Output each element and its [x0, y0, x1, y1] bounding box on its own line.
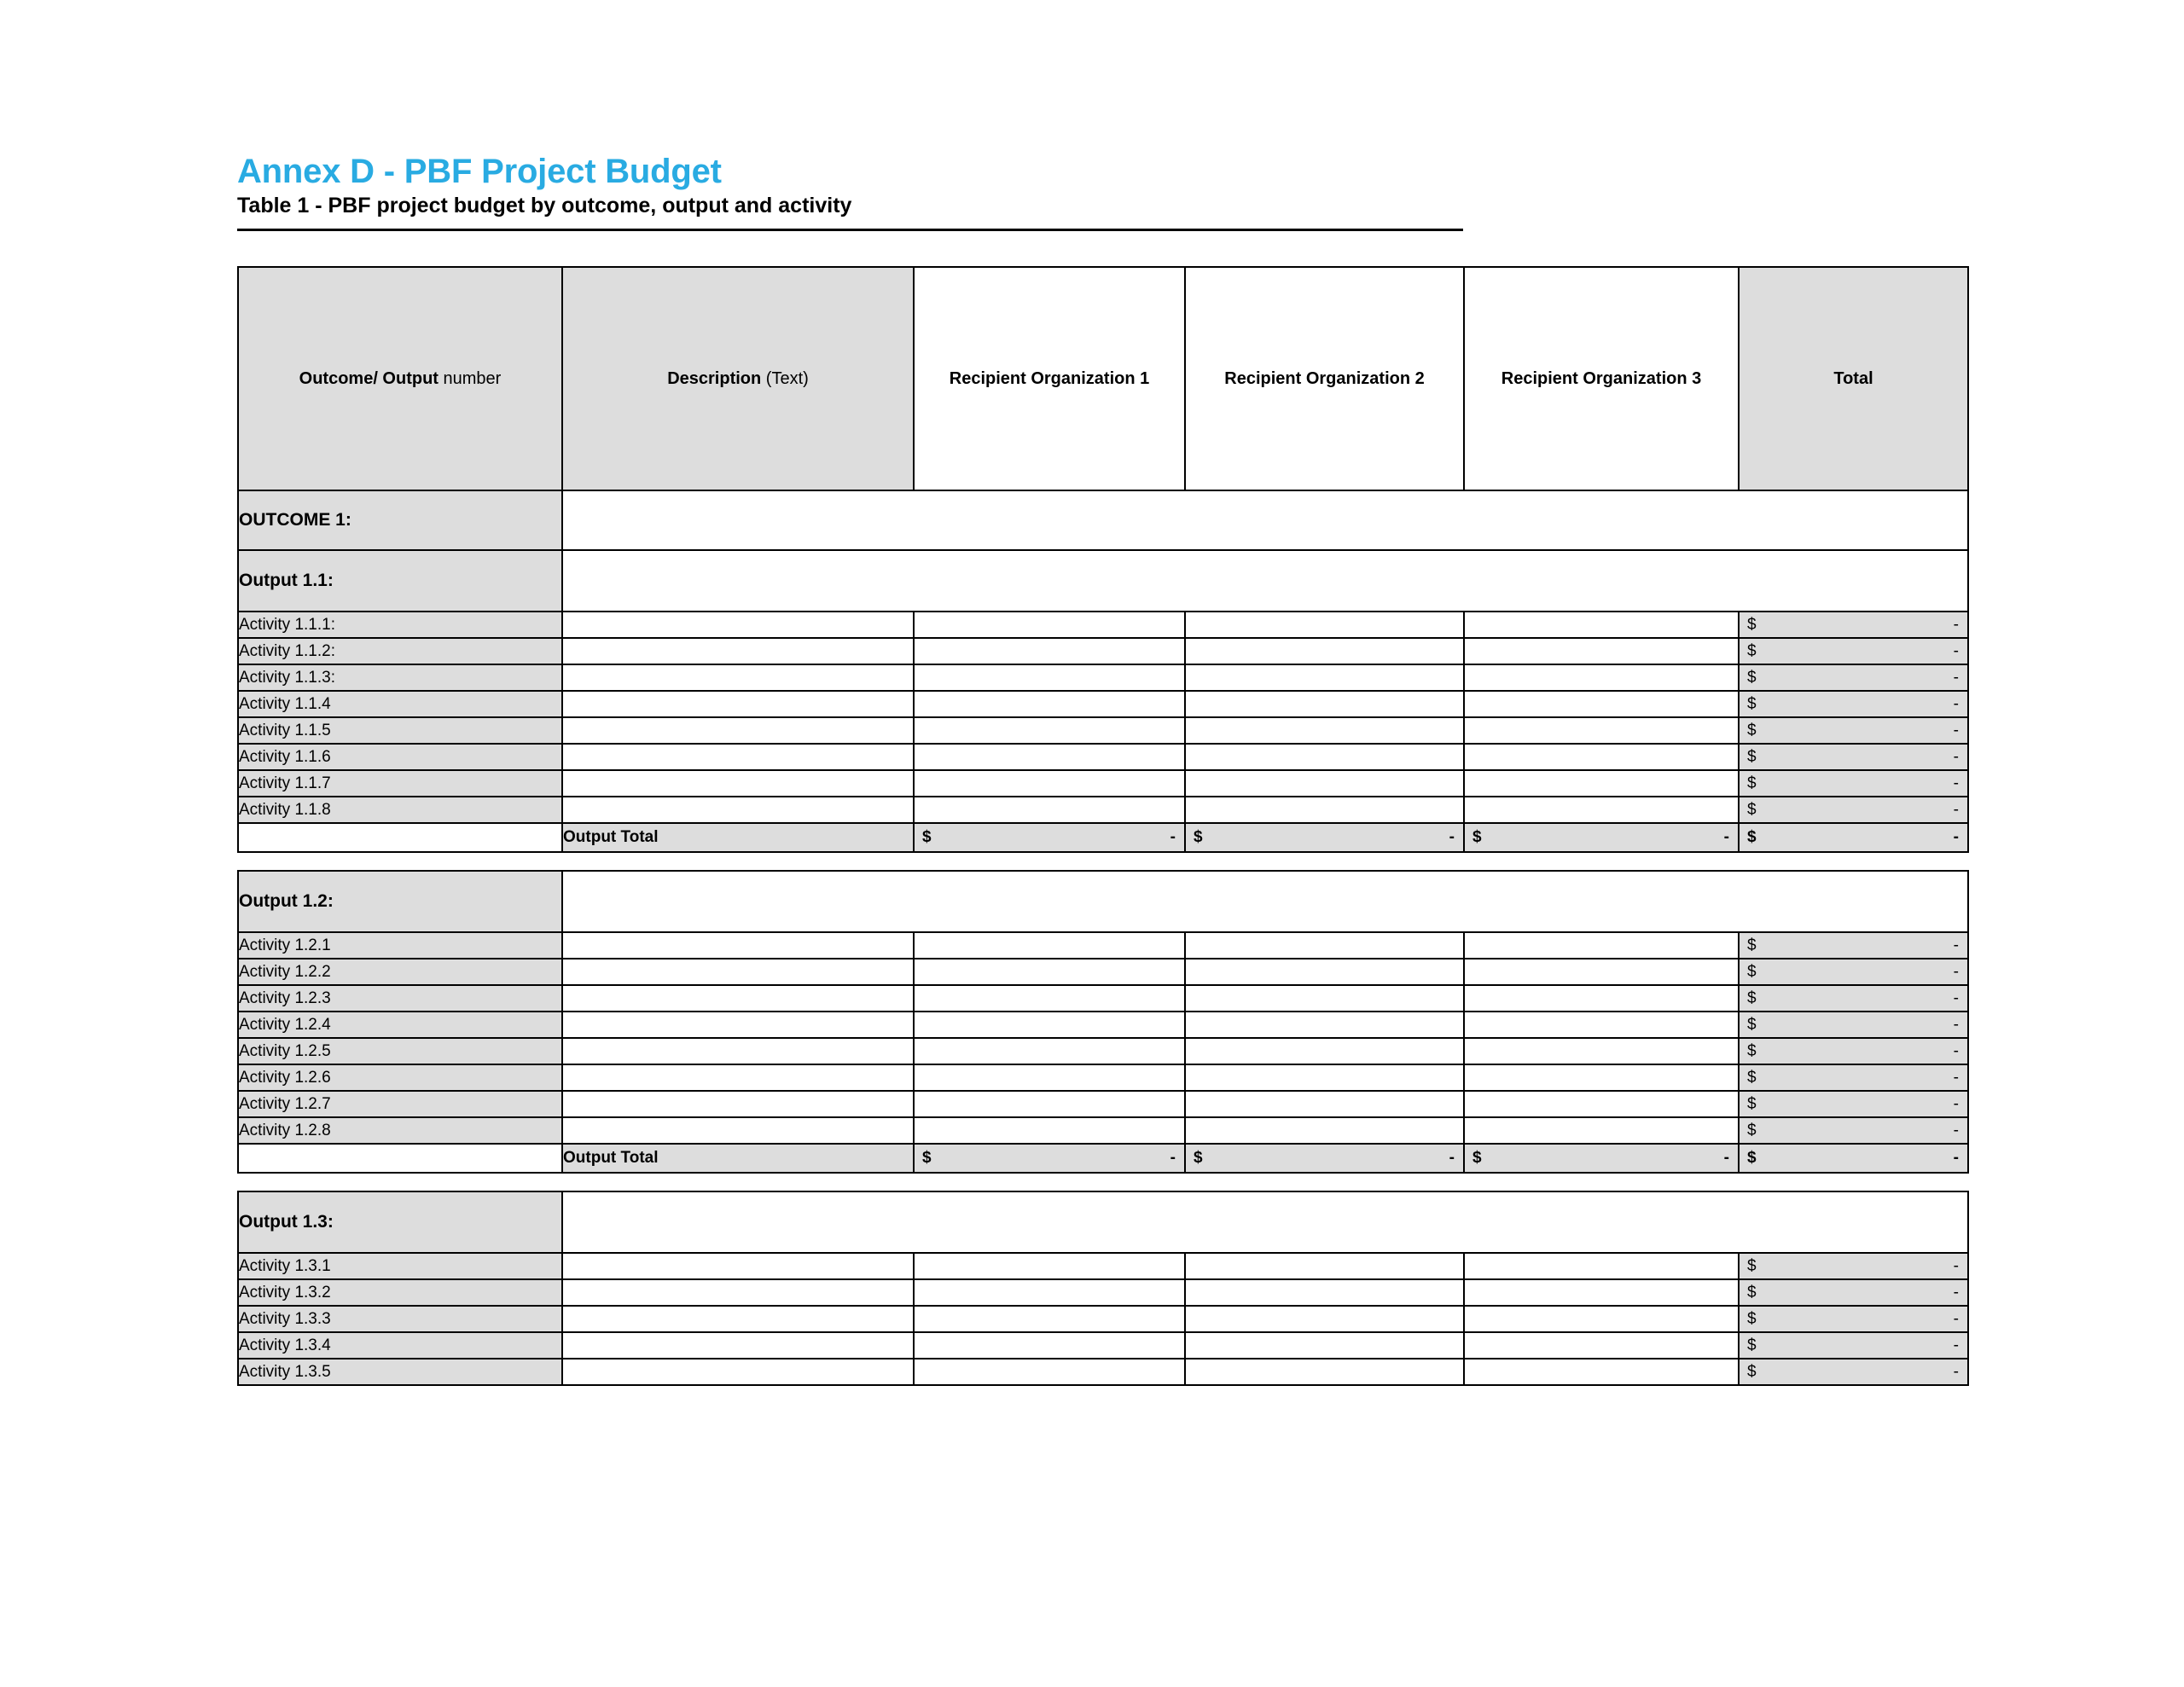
activity-label[interactable]: Activity 1.1.7: [238, 770, 562, 797]
activity-label[interactable]: Activity 1.3.1: [238, 1253, 562, 1279]
currency-symbol: $: [1472, 1149, 1482, 1167]
column-header-label: Recipient Organization 2: [1224, 368, 1425, 388]
total-amount-cell-activity[interactable]: [1739, 1038, 1968, 1064]
column-header-label: Description: [667, 368, 762, 388]
activity-description-cell[interactable]: [562, 612, 914, 638]
output-row: [238, 550, 1968, 612]
activity-ro2-cell[interactable]: [1185, 1253, 1464, 1279]
activity-description-cell[interactable]: [562, 664, 914, 691]
output-label[interactable]: Output 1.2:: [238, 871, 562, 932]
output-empty-cell[interactable]: [562, 1191, 1968, 1253]
activity-ro2-cell[interactable]: [1185, 691, 1464, 717]
activity-description-cell[interactable]: [562, 638, 914, 664]
activity-row: [238, 691, 1968, 717]
activity-label[interactable]: Activity 1.2.7: [238, 1091, 562, 1117]
activity-ro1-cell[interactable]: [914, 1117, 1185, 1144]
total-amount-cell-activity[interactable]: [1739, 1012, 1968, 1038]
output-total-row: [238, 1144, 1968, 1173]
currency-symbol: $: [1747, 1256, 1757, 1275]
output-row: [238, 1191, 1968, 1253]
amount-value: -: [1170, 828, 1176, 846]
amount-value: -: [1953, 641, 1959, 660]
total-amount-cell-activity[interactable]: [1739, 612, 1968, 638]
activity-ro3-cell[interactable]: [1464, 717, 1739, 744]
activity-label[interactable]: Activity 1.2.4: [238, 1012, 562, 1038]
total-amount-cell-activity[interactable]: [1739, 664, 1968, 691]
activity-ro1-cell[interactable]: [914, 959, 1185, 985]
activity-description-cell[interactable]: [562, 985, 914, 1012]
activity-row: [238, 797, 1968, 823]
activity-ro3-cell[interactable]: [1464, 612, 1739, 638]
activity-label[interactable]: Activity 1.3.2: [238, 1279, 562, 1306]
amount-value: -: [1953, 747, 1959, 766]
currency-symbol: $: [1747, 828, 1757, 846]
activity-ro2-cell[interactable]: [1185, 985, 1464, 1012]
activity-description-cell[interactable]: [562, 1306, 914, 1332]
amount-value: -: [1953, 1362, 1959, 1381]
activity-label[interactable]: Activity 1.1.1:: [238, 612, 562, 638]
activity-ro3-cell[interactable]: [1464, 1306, 1739, 1332]
currency-symbol: $: [1747, 1149, 1757, 1167]
total-amount-cell-activity[interactable]: [1739, 985, 1968, 1012]
currency-symbol: $: [1747, 668, 1757, 687]
total-amount-cell-activity[interactable]: [1739, 797, 1968, 823]
column-header-total: [1739, 267, 1968, 490]
activity-description-cell[interactable]: [562, 1117, 914, 1144]
activity-ro1-cell[interactable]: [914, 1279, 1185, 1306]
currency-symbol: $: [1747, 774, 1757, 792]
activity-ro1-cell[interactable]: [914, 985, 1185, 1012]
output-total-label: Output Total: [562, 1144, 914, 1173]
document-header: [237, 154, 1466, 231]
activity-ro3-cell[interactable]: [1464, 770, 1739, 797]
activity-row: [238, 612, 1968, 638]
activity-ro1-cell[interactable]: [914, 770, 1185, 797]
total-amount-cell-activity[interactable]: [1739, 717, 1968, 744]
activity-label[interactable]: Activity 1.1.4: [238, 691, 562, 717]
activity-ro3-cell[interactable]: [1464, 959, 1739, 985]
total-amount-cell-activity[interactable]: [1739, 1064, 1968, 1091]
amount-value: -: [1953, 828, 1959, 846]
currency-symbol: $: [922, 828, 932, 846]
output-total-blank-cell[interactable]: [238, 823, 562, 852]
section-spacer: [238, 852, 1968, 871]
total-amount-cell-activity[interactable]: [1739, 770, 1968, 797]
activity-description-cell[interactable]: [562, 717, 914, 744]
activity-ro1-cell[interactable]: [914, 1064, 1185, 1091]
currency-symbol: $: [1747, 1309, 1757, 1328]
amount-value: -: [1953, 1149, 1959, 1167]
currency-symbol: $: [1194, 1149, 1203, 1167]
amount-value: -: [1953, 1256, 1959, 1275]
total-amount-cell-activity[interactable]: [1739, 1306, 1968, 1332]
activity-ro3-cell[interactable]: [1464, 1359, 1739, 1385]
activity-ro2-cell[interactable]: [1185, 1359, 1464, 1385]
total-amount-cell-output-total-total[interactable]: [1739, 1144, 1968, 1173]
currency-symbol: $: [1747, 1121, 1757, 1139]
amount-value: -: [1953, 615, 1959, 634]
activity-label[interactable]: Activity 1.2.1: [238, 932, 562, 959]
activity-description-cell[interactable]: [562, 1012, 914, 1038]
activity-label[interactable]: Activity 1.1.6: [238, 744, 562, 770]
activity-ro1-cell[interactable]: [914, 744, 1185, 770]
activity-label[interactable]: Activity 1.1.8: [238, 797, 562, 823]
column-header-recipient-organization-3: [1464, 267, 1739, 490]
activity-row: [238, 932, 1968, 959]
activity-ro2-cell[interactable]: [1185, 1332, 1464, 1359]
currency-symbol: $: [1747, 747, 1757, 766]
column-header-label: Recipient Organization 1: [949, 368, 1150, 388]
currency-symbol: $: [1747, 641, 1757, 660]
total-amount-cell-activity[interactable]: [1739, 1359, 1968, 1385]
activity-description-cell[interactable]: [562, 744, 914, 770]
activity-ro1-cell[interactable]: [914, 1253, 1185, 1279]
activity-description-cell[interactable]: [562, 1332, 914, 1359]
activity-ro3-cell[interactable]: [1464, 1038, 1739, 1064]
currency-symbol: $: [1747, 1362, 1757, 1381]
output-empty-cell[interactable]: [562, 871, 1968, 932]
activity-ro1-cell[interactable]: [914, 717, 1185, 744]
currency-symbol: $: [1747, 694, 1757, 713]
activity-label[interactable]: Activity 1.1.3:: [238, 664, 562, 691]
activity-label[interactable]: Activity 1.2.3: [238, 985, 562, 1012]
activity-ro1-cell[interactable]: [914, 1359, 1185, 1385]
table-caption: Table 1 - PBF project budget by outcome, output and activity: [237, 194, 852, 218]
activity-ro3-cell[interactable]: [1464, 664, 1739, 691]
currency-symbol: $: [1747, 721, 1757, 739]
activity-description-cell[interactable]: [562, 770, 914, 797]
total-amount-cell-activity[interactable]: [1739, 691, 1968, 717]
column-header-description-text: [562, 267, 914, 490]
table-header-row: [238, 267, 1968, 490]
total-amount-cell-activity[interactable]: [1739, 1253, 1968, 1279]
amount-value: -: [1953, 800, 1959, 819]
total-amount-cell-output-total-ro1[interactable]: [914, 1144, 1185, 1173]
amount-value: -: [1953, 1094, 1959, 1113]
activity-ro2-cell[interactable]: [1185, 1117, 1464, 1144]
activity-description-cell[interactable]: [562, 797, 914, 823]
activity-row: [238, 1064, 1968, 1091]
amount-value: -: [1723, 1149, 1729, 1167]
currency-symbol: $: [1472, 828, 1482, 846]
currency-symbol: $: [1747, 1068, 1757, 1087]
activity-ro1-cell[interactable]: [914, 932, 1185, 959]
total-amount-cell-output-total-ro1[interactable]: [914, 823, 1185, 852]
activity-ro3-cell[interactable]: [1464, 797, 1739, 823]
amount-value: -: [1953, 962, 1959, 981]
column-header-sublabel: number: [438, 368, 502, 388]
activity-ro1-cell[interactable]: [914, 691, 1185, 717]
section-spacer-row: [238, 852, 1968, 871]
output-label[interactable]: Output 1.1:: [238, 550, 562, 612]
activity-description-cell[interactable]: [562, 1279, 914, 1306]
activity-row: [238, 717, 1968, 744]
amount-value: -: [1953, 668, 1959, 687]
output-total-blank-cell[interactable]: [238, 1144, 562, 1173]
activity-row: [238, 1306, 1968, 1332]
amount-value: -: [1449, 828, 1455, 846]
header-divider: [237, 229, 1463, 231]
activity-description-cell[interactable]: [562, 691, 914, 717]
activity-description-cell[interactable]: [562, 1091, 914, 1117]
activity-description-cell[interactable]: [562, 1038, 914, 1064]
activity-ro3-cell[interactable]: [1464, 638, 1739, 664]
activity-description-cell[interactable]: [562, 1064, 914, 1091]
total-amount-cell-output-total-total[interactable]: [1739, 823, 1968, 852]
activity-ro3-cell[interactable]: [1464, 1117, 1739, 1144]
activity-ro2-cell[interactable]: [1185, 1279, 1464, 1306]
activity-description-cell[interactable]: [562, 932, 914, 959]
activity-row: [238, 1091, 1968, 1117]
column-header-label: Recipient Organization 3: [1501, 368, 1702, 388]
amount-value: -: [1953, 774, 1959, 792]
activity-ro2-cell[interactable]: [1185, 1038, 1464, 1064]
currency-symbol: $: [1747, 1015, 1757, 1034]
activity-label[interactable]: Activity 1.3.4: [238, 1332, 562, 1359]
amount-value: -: [1953, 1309, 1959, 1328]
activity-ro1-cell[interactable]: [914, 1332, 1185, 1359]
activity-row: [238, 959, 1968, 985]
total-amount-cell-activity[interactable]: [1739, 1279, 1968, 1306]
activity-ro2-cell[interactable]: [1185, 717, 1464, 744]
section-spacer: [238, 1173, 1968, 1191]
activity-ro3-cell[interactable]: [1464, 985, 1739, 1012]
amount-value: -: [1449, 1149, 1455, 1167]
total-amount-cell-activity[interactable]: [1739, 744, 1968, 770]
activity-label[interactable]: Activity 1.2.2: [238, 959, 562, 985]
column-header-recipient-organization-2: [1185, 267, 1464, 490]
output-label[interactable]: Output 1.3:: [238, 1191, 562, 1253]
activity-ro1-cell[interactable]: [914, 664, 1185, 691]
activity-ro3-cell[interactable]: [1464, 1064, 1739, 1091]
output-total-label: Output Total: [562, 823, 914, 852]
outcome-empty-cell[interactable]: [562, 490, 1968, 550]
total-amount-cell-activity[interactable]: [1739, 638, 1968, 664]
amount-value: -: [1953, 1336, 1959, 1354]
currency-symbol: $: [1747, 936, 1757, 954]
activity-ro2-cell[interactable]: [1185, 1306, 1464, 1332]
currency-symbol: $: [1194, 828, 1203, 846]
activity-ro2-cell[interactable]: [1185, 664, 1464, 691]
amount-value: -: [1953, 1041, 1959, 1060]
activity-ro2-cell[interactable]: [1185, 744, 1464, 770]
activity-row: [238, 664, 1968, 691]
total-amount-cell-activity[interactable]: [1739, 1332, 1968, 1359]
pbf-budget-table: [237, 266, 1969, 1386]
activity-label[interactable]: Activity 1.2.6: [238, 1064, 562, 1091]
activity-row: [238, 1012, 1968, 1038]
total-amount-cell-output-total-ro3[interactable]: [1464, 823, 1739, 852]
activity-ro2-cell[interactable]: [1185, 797, 1464, 823]
amount-value: -: [1953, 1283, 1959, 1301]
activity-ro3-cell[interactable]: [1464, 1279, 1739, 1306]
column-header-outcome-output-number: [238, 267, 562, 490]
activity-row: [238, 770, 1968, 797]
amount-value: -: [1953, 721, 1959, 739]
amount-value: -: [1723, 828, 1729, 846]
outcome-label[interactable]: OUTCOME 1:: [238, 490, 562, 550]
activity-row: [238, 1253, 1968, 1279]
activity-description-cell[interactable]: [562, 959, 914, 985]
activity-row: [238, 1332, 1968, 1359]
amount-value: -: [1953, 988, 1959, 1007]
total-amount-cell-output-total-ro2[interactable]: [1185, 823, 1464, 852]
amount-value: -: [1953, 1068, 1959, 1087]
column-header-label: Outcome/ Output: [299, 368, 439, 388]
activity-label[interactable]: Activity 1.3.5: [238, 1359, 562, 1385]
currency-symbol: $: [1747, 800, 1757, 819]
total-amount-cell-output-total-ro2[interactable]: [1185, 1144, 1464, 1173]
activity-ro3-cell[interactable]: [1464, 932, 1739, 959]
activity-ro2-cell[interactable]: [1185, 770, 1464, 797]
activity-row: [238, 1359, 1968, 1385]
activity-label[interactable]: Activity 1.3.3: [238, 1306, 562, 1332]
activity-ro2-cell[interactable]: [1185, 638, 1464, 664]
activity-ro3-cell[interactable]: [1464, 1332, 1739, 1359]
currency-symbol: $: [1747, 1094, 1757, 1113]
activity-ro1-cell[interactable]: [914, 1091, 1185, 1117]
currency-symbol: $: [1747, 962, 1757, 981]
currency-symbol: $: [1747, 1283, 1757, 1301]
currency-symbol: $: [1747, 988, 1757, 1007]
activity-row: [238, 638, 1968, 664]
currency-symbol: $: [1747, 1336, 1757, 1354]
section-spacer-row: [238, 1173, 1968, 1191]
activity-ro1-cell[interactable]: [914, 1012, 1185, 1038]
output-row: [238, 871, 1968, 932]
activity-ro3-cell[interactable]: [1464, 1012, 1739, 1038]
total-amount-cell-activity[interactable]: [1739, 1117, 1968, 1144]
column-header-label: Total: [1833, 368, 1873, 388]
activity-ro1-cell[interactable]: [914, 797, 1185, 823]
currency-symbol: $: [922, 1149, 932, 1167]
activity-label[interactable]: Activity 1.1.2:: [238, 638, 562, 664]
activity-ro2-cell[interactable]: [1185, 1091, 1464, 1117]
activity-ro1-cell[interactable]: [914, 1038, 1185, 1064]
activity-ro3-cell[interactable]: [1464, 691, 1739, 717]
amount-value: -: [1953, 1015, 1959, 1034]
activity-label[interactable]: Activity 1.2.5: [238, 1038, 562, 1064]
activity-ro2-cell[interactable]: [1185, 612, 1464, 638]
activity-row: [238, 744, 1968, 770]
output-empty-cell[interactable]: [562, 550, 1968, 612]
output-total-row: [238, 823, 1968, 852]
total-amount-cell-activity[interactable]: [1739, 1091, 1968, 1117]
activity-ro1-cell[interactable]: [914, 638, 1185, 664]
currency-symbol: $: [1747, 615, 1757, 634]
column-header-recipient-organization-1: [914, 267, 1185, 490]
activity-ro2-cell[interactable]: [1185, 959, 1464, 985]
activity-ro1-cell[interactable]: [914, 612, 1185, 638]
amount-value: -: [1170, 1149, 1176, 1167]
total-amount-cell-activity[interactable]: [1739, 959, 1968, 985]
activity-row: [238, 1038, 1968, 1064]
activity-ro1-cell[interactable]: [914, 1306, 1185, 1332]
activity-ro2-cell[interactable]: [1185, 1064, 1464, 1091]
activity-ro2-cell[interactable]: [1185, 932, 1464, 959]
activity-ro3-cell[interactable]: [1464, 1253, 1739, 1279]
page-title: Annex D - PBF Project Budget: [237, 153, 722, 190]
amount-value: -: [1953, 936, 1959, 954]
activity-row: [238, 985, 1968, 1012]
activity-description-cell[interactable]: [562, 1359, 914, 1385]
activity-label[interactable]: Activity 1.1.5: [238, 717, 562, 744]
activity-ro3-cell[interactable]: [1464, 744, 1739, 770]
activity-description-cell[interactable]: [562, 1253, 914, 1279]
currency-symbol: $: [1747, 1041, 1757, 1060]
activity-ro3-cell[interactable]: [1464, 1091, 1739, 1117]
amount-value: -: [1953, 1121, 1959, 1139]
activity-ro2-cell[interactable]: [1185, 1012, 1464, 1038]
total-amount-cell-activity[interactable]: [1739, 932, 1968, 959]
total-amount-cell-output-total-ro3[interactable]: [1464, 1144, 1739, 1173]
activity-label[interactable]: Activity 1.2.8: [238, 1117, 562, 1144]
activity-row: [238, 1279, 1968, 1306]
outcome-row: [238, 490, 1968, 550]
activity-row: [238, 1117, 1968, 1144]
column-header-sublabel: (Text): [761, 368, 809, 388]
amount-value: -: [1953, 694, 1959, 713]
